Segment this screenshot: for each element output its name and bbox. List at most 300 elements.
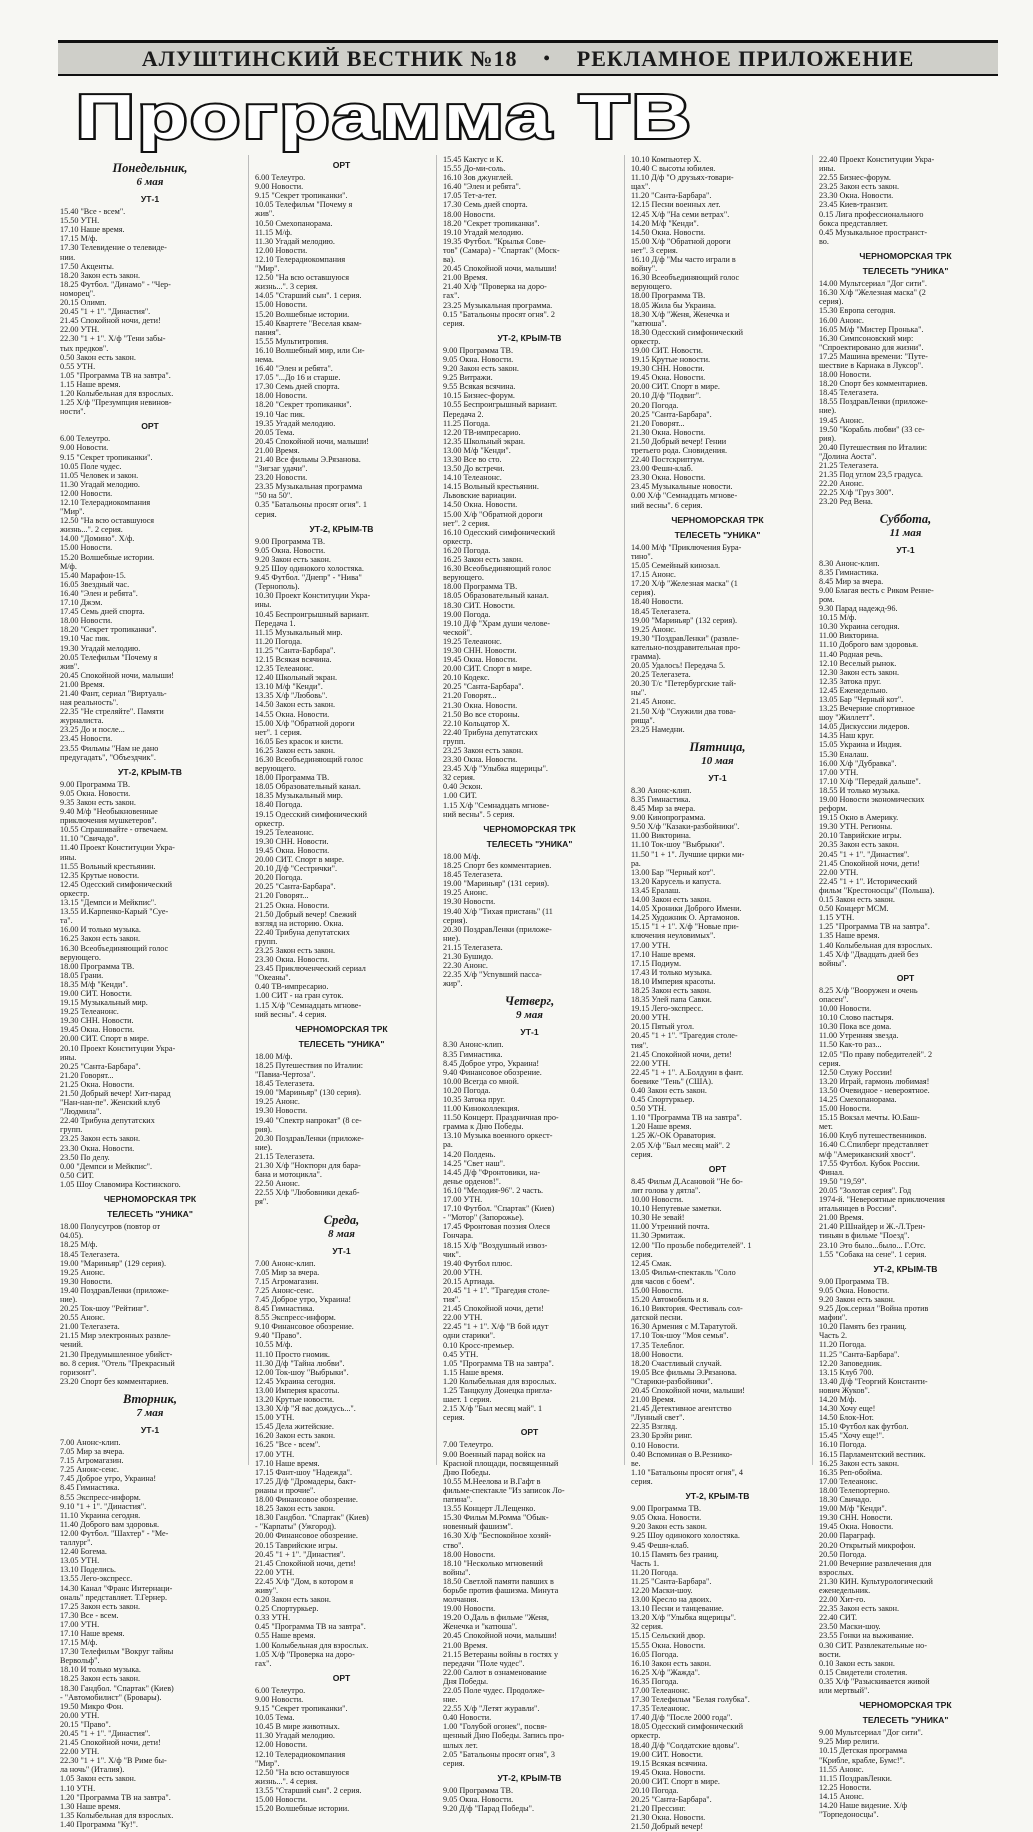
schedule-line: 22.35 Взгляд. <box>631 1422 678 1432</box>
schedule-line: 20.00 УТН. <box>443 1267 483 1277</box>
schedule-line: 22.30 "1 + 1". Х/ф "В Риме бы- <box>60 1756 167 1766</box>
schedule-line: 6.00 Телеутро. <box>255 1685 306 1695</box>
schedule-line: 16.10 Одесский симфонический <box>443 527 556 537</box>
schedule-line: мет. <box>819 1122 833 1132</box>
schedule-line: 11.20 Погода. <box>819 1340 867 1350</box>
schedule-line: 15.50 УТН. <box>60 216 100 226</box>
listings-column-4 <box>624 155 804 1832</box>
schedule-line: 19.35 Угадай мелодию. <box>255 418 336 428</box>
schedule-line: 16.30 Всеобъединяющий голос <box>631 273 740 283</box>
schedule-line: 7.25 Анонс-сенс. <box>255 1285 314 1295</box>
schedule-line: 23.30 Окна. Новости. <box>255 955 330 965</box>
schedule-line: 8.45 Фильм Д.Асановой "Не бо- <box>631 1176 743 1186</box>
schedule-line: нович Жуков". <box>819 1385 870 1395</box>
schedule-line: 23.25 Закон есть закон. <box>60 1134 141 1144</box>
schedule-line: 13.05 Бар "Черный кот". <box>819 694 904 704</box>
schedule-line: 11.55 Анонс. <box>819 1764 864 1774</box>
schedule-line: 2.15 Х/ф "Был месяц май". 1 <box>443 1404 543 1414</box>
schedule-line: 16.30 Всеобъединяющий голос <box>443 564 552 574</box>
schedule-line: 23.35 Музыкальная программа <box>255 482 363 492</box>
schedule-line: денье орденов!". <box>443 1176 501 1186</box>
schedule-line: 23.45 Х/ф "Улыбка ящерицы". <box>443 764 548 774</box>
schedule-line: 0.45 Спортуркьер. <box>631 1095 695 1105</box>
schedule-line: 18.40 Новости. <box>631 597 684 607</box>
schedule-line: 20.25 Телегазета. <box>631 670 691 680</box>
schedule-line: 20.45 "1 + 1". "Династия". <box>819 849 910 859</box>
schedule-line: рианы и прочие". <box>255 1485 316 1495</box>
schedule-line: боевике "Тень" (США). <box>631 1076 713 1086</box>
schedule-line: тов" (Самара) - "Спартак" (Моск- <box>443 245 560 255</box>
day-name: Среда, <box>323 1212 360 1227</box>
schedule-line: во. 8 серия. "Отель "Прекрасный <box>60 1358 175 1368</box>
schedule-line: 16.00 Клуб путешественников. <box>819 1131 927 1141</box>
schedule-line: 20.45 "1 + 1". "Династия". <box>60 307 151 317</box>
schedule-line: 20.30 ПоздравЛенки (приложе- <box>255 1133 364 1143</box>
schedule-line: 16.15 Парламентский вестник. <box>819 1449 926 1459</box>
schedule-line: жив". <box>255 209 275 219</box>
schedule-line: 18.45 Телегазета. <box>819 388 879 398</box>
schedule-line: 0.10 Новости. <box>631 1440 680 1450</box>
schedule-line: вости. <box>819 1649 841 1659</box>
schedule-line: 19.45 Окна. Новости. <box>60 1025 135 1035</box>
schedule-line: 13.50 Очевидное - невероятное. <box>819 1085 930 1095</box>
schedule-line: 9.05 Окна. Новости. <box>819 1285 890 1295</box>
schedule-line: 14.30 Канал "Франс Интернаци- <box>60 1583 173 1593</box>
schedule-line: 20.45 "1 + 1". "Трагедия столе- <box>631 1031 738 1041</box>
channel-heading: УТ-1 <box>520 1027 539 1038</box>
schedule-line: 12.00 "По прозьбе победителей". 1 <box>631 1240 752 1250</box>
day-date: 8 мая <box>328 1227 355 1240</box>
schedule-line: 20.25 "Санта-Барбара". <box>631 1795 712 1805</box>
schedule-line: 20.15 Таврийские игры. <box>255 1540 338 1550</box>
schedule-line: ческой". <box>443 627 473 637</box>
schedule-line: новенный фашизм". <box>443 1522 513 1532</box>
schedule-line: 9.30 Парад надежд-96. <box>819 604 898 614</box>
schedule-line: 13.20 Карусель и капуста. <box>631 876 722 886</box>
schedule-line: 20.25 "Санта-Барбара". <box>631 409 712 419</box>
schedule-line: 20.10 Кодекс. <box>443 673 490 683</box>
schedule-line: 20.30 ПоздравЛенки (приложе- <box>443 924 552 934</box>
schedule-line: 14.20 Наше видение. Х/ф <box>819 1801 908 1811</box>
schedule-line: 23.45 Новости. <box>60 734 113 744</box>
schedule-line: 21.50 Добрый вечер! Хит-парад <box>60 1089 171 1098</box>
schedule-line: "Павиа-Чертоза". <box>255 1070 316 1080</box>
schedule-line: 22.00 УТН. <box>60 325 100 335</box>
schedule-line: верующего. <box>443 573 484 583</box>
schedule-line: шоу "Жиллетт". <box>819 713 875 723</box>
schedule-line: 14.10 Телеанонс. <box>443 473 502 483</box>
schedule-line: та". <box>60 916 73 926</box>
channel-heading: УТ-1 <box>708 772 727 783</box>
schedule-line: фильме-спектакле "Из записок Ло- <box>443 1485 565 1495</box>
schedule-line: серия. <box>819 1058 841 1068</box>
schedule-line: 0.50 УТН. <box>631 1104 667 1114</box>
schedule-line: 17.35 Телеблог. <box>631 1340 685 1350</box>
schedule-line: 21.50 Х/ф "Служили два това- <box>631 706 736 716</box>
schedule-line: 12.50 "На всю оставшуюся <box>255 273 350 283</box>
schedule-line: 1.15 УТН. <box>819 913 855 923</box>
schedule-line: 9.25 Док.сериал "Война против <box>819 1304 929 1314</box>
schedule-line: 10.40 С высоты юбилея. <box>631 164 716 174</box>
schedule-line: рия). <box>819 433 837 443</box>
schedule-line: 9.20 Закон есть закон. <box>819 1294 895 1304</box>
schedule-line: 23.00 Фешн-клаб. <box>631 464 693 474</box>
schedule-line: 9.00 Программа ТВ. <box>255 536 326 546</box>
schedule-line: рища". <box>631 715 655 725</box>
schedule-line: 12.05 "По праву победителей". 2 <box>819 1049 933 1059</box>
schedule-line: 1.10 "Батальоны просят огня", 4 <box>631 1467 743 1477</box>
schedule-line: 0.35 "Батальоны просят огня". 1 <box>255 500 367 510</box>
schedule-line: 22.40 Трибуна депутатских <box>60 1116 155 1126</box>
schedule-line: 9.00 Новости. <box>255 1695 304 1704</box>
channel-heading: ОРТ <box>708 1163 727 1174</box>
schedule-line: бана и мотоцикла". <box>255 1170 322 1180</box>
schedule-line: 12.00 Футбол. "Шахтер" - "Ме- <box>60 1528 169 1538</box>
schedule-line: 0.50 Концерт МСМ. <box>819 904 889 914</box>
schedule-line: 11.20 "Санта-Барбара". <box>631 191 712 201</box>
schedule-line: 7.25 Анонс-сенс. <box>60 1465 119 1475</box>
schedule-line: 23.55 Гонки на выживание. <box>819 1631 914 1641</box>
schedule-line: третьего рода. Сновидения. <box>631 446 728 455</box>
schedule-line: чик". <box>443 1249 461 1259</box>
schedule-line: 15.00 Новости. <box>60 543 113 553</box>
schedule-line: 8.45 Мир за вчера. <box>819 576 884 586</box>
schedule-line: 13.05 УТН. <box>60 1556 100 1566</box>
schedule-line: 18.20 "Секрет тропиканки". <box>60 625 157 635</box>
schedule-line: 17.15 Подиум. <box>631 958 681 968</box>
schedule-line: 12.20 Маски-шоу. <box>631 1585 693 1595</box>
schedule-line: 9.00 Программа ТВ. <box>631 1504 702 1514</box>
schedule-line: 1.00 СИТ. <box>443 791 477 801</box>
schedule-line: 10.10 Слово пастыря. <box>819 1013 894 1023</box>
schedule-line: 17.10 Х/ф "Передай дальше". <box>819 776 921 786</box>
schedule-line: 22.50 Анонс. <box>255 1179 300 1189</box>
schedule-line: пания". <box>255 327 281 337</box>
schedule-line: 12.50 "На всю оставшуюся <box>60 516 155 526</box>
schedule-line: 11.10 Ток-шоу "Выбрыки". <box>631 840 725 850</box>
schedule-line: 20.25 "Санта-Барбара". <box>60 1061 141 1071</box>
schedule-line: 19.30 Угадай мелодию. <box>60 643 141 653</box>
schedule-line: 1.20 Наше время. <box>631 1122 692 1132</box>
schedule-line: 0.15 Закон есть закон. <box>819 895 895 905</box>
schedule-line: 15.30 Еналаш. <box>819 749 869 759</box>
schedule-line: 0.25 Спортуркьер. <box>255 1604 319 1614</box>
schedule-line: 16.30 Всеобъединяющий голос <box>255 755 364 764</box>
schedule-line: 18.25 Закон есть закон. <box>631 985 712 995</box>
schedule-line: 13.55 Лего-экспресс. <box>60 1574 133 1584</box>
schedule-line: 0.00 "Демпси и Мейкпис". <box>60 1161 153 1171</box>
day-name: Понедельник, <box>112 161 188 175</box>
schedule-line: 20.45 "1 + 1". "Династия". <box>255 1549 346 1559</box>
schedule-line: 17.25 Машина времени: "Путе- <box>819 351 928 361</box>
schedule-line: 9.40 Финансовое обозрение. <box>443 1067 542 1077</box>
schedule-line: 19.40 Футбол плюс. <box>443 1258 513 1268</box>
schedule-line: 21.20 Говорят... <box>255 891 309 901</box>
schedule-line: 20.20 Открытый микрофон. <box>819 1540 916 1550</box>
schedule-line: 20.45 Спокойной ночи, малыши! <box>443 1631 558 1641</box>
schedule-line: 7.00 Анонс-клип. <box>60 1438 121 1447</box>
schedule-line: Женечка и "катюша". <box>443 1622 518 1632</box>
schedule-line: 15.45 "Хочу еще!". <box>819 1431 885 1441</box>
schedule-line: 18.45 Телегазета. <box>255 1079 315 1089</box>
schedule-line: 19.10 Угадай мелодию. <box>443 227 524 237</box>
schedule-line: 17.00 УТН. <box>631 940 671 950</box>
schedule-line: 7.00 Анонс-клип. <box>255 1258 316 1268</box>
schedule-line: Передача 2. <box>443 409 484 419</box>
schedule-line: 11.30 Эрмитаж. <box>631 1231 686 1241</box>
schedule-line: 17.00 УТН. <box>255 1449 295 1459</box>
schedule-line: 19.00 Новости. <box>443 1604 496 1614</box>
schedule-line: 21.40 Все фильмы Э.Рязанова. <box>255 455 361 464</box>
schedule-line: 9.05 Окна. Новости. <box>255 545 326 555</box>
schedule-line: 23.25 Закон есть закон. <box>443 746 524 755</box>
schedule-line: 13.30 Все во сто. <box>443 455 502 464</box>
schedule-line: 10.00 Новости. <box>819 1004 872 1014</box>
schedule-line: 20.15 Пятый угол. <box>631 1022 695 1032</box>
schedule-line: 10.00 Всегда со мной. <box>443 1076 519 1086</box>
schedule-line: 18.45 Телегазета. <box>60 1249 120 1259</box>
schedule-line: 13.15 "Демпси и Мейкпис". <box>60 898 157 908</box>
schedule-line: ины. <box>819 164 836 174</box>
schedule-line: 0.50 СИТ. <box>60 1170 94 1180</box>
schedule-line: серия). <box>631 588 656 598</box>
schedule-line: взрослых. <box>819 1567 854 1577</box>
schedule-line: 10.10 Компьютер Х. <box>631 155 702 164</box>
schedule-line: грамма). <box>631 651 661 661</box>
schedule-line: 12.10 Телерадиокомпания <box>255 1749 346 1759</box>
banner-title: Программа ТВ <box>76 83 694 152</box>
schedule-line: 13.10 Музыка военного оркест- <box>443 1131 553 1141</box>
schedule-line: 13.20 Х/ф "Улыбка ящерицы". <box>631 1613 736 1623</box>
schedule-line: 10.55 М.Неелова и В.Гафт в <box>443 1476 541 1486</box>
schedule-line: 1.30 Наше время. <box>60 1801 121 1811</box>
schedule-line: серия. <box>255 509 277 519</box>
channel-heading: ТЕЛЕСЕТЬ "УНИКА" <box>862 266 949 277</box>
schedule-line: 1.35 Наше время. <box>819 931 880 941</box>
schedule-line: 2.05 Х/ф "Был месяц май". 2 <box>631 1140 731 1150</box>
schedule-line: 9.15 "Секрет тропиканки". <box>255 191 348 201</box>
schedule-line: 19.00 Погода. <box>443 609 491 619</box>
channel-heading: ТЕЛЕСЕТЬ "УНИКА" <box>862 1715 949 1726</box>
schedule-line: 23.30 Окна. Новости. <box>60 1143 135 1153</box>
schedule-line: 11.20 Погода. <box>255 636 303 646</box>
schedule-line: 0.45 "Программа ТВ на завтра". <box>255 1622 366 1632</box>
schedule-line: 9.55 Всякая всячина. <box>443 382 516 392</box>
schedule-line: 23.30 Окна. Новости. <box>819 191 894 201</box>
channel-heading: ОРТ <box>896 972 915 983</box>
schedule-line: 10.45 Беспроигрышный вариант. <box>255 609 370 619</box>
schedule-line: 11.40 Родная речь. <box>819 649 883 659</box>
schedule-line: 18.30 Гандбол. "Спартак" (Киев) <box>255 1513 369 1523</box>
schedule-line: 21.30 Х/ф "Ноктюрн для бара- <box>255 1161 361 1171</box>
schedule-line: 0.40 Новости. <box>443 1713 492 1723</box>
schedule-line: 18.20 "Секрет тропиканки". <box>443 218 540 228</box>
schedule-line: 9.00 Новости. <box>255 182 304 192</box>
schedule-line: 12.15 Песни военных лет. <box>631 200 721 210</box>
schedule-line: 19.00 СИТ. Новости. <box>60 988 132 998</box>
schedule-line: серия). <box>819 297 844 307</box>
schedule-line: щах". <box>631 182 651 192</box>
schedule-line: "50 на 50". <box>255 491 293 501</box>
channel-heading: ТЕЛЕСЕТЬ "УНИКА" <box>486 838 573 849</box>
schedule-line: Финал. <box>819 1167 845 1177</box>
schedule-line: 12.45 Украина сегодня. <box>255 1376 336 1386</box>
schedule-line: 19.15 Окно в Америку. <box>819 813 899 823</box>
schedule-line: 1974-й. "Невероятные приключения <box>819 1195 945 1205</box>
schedule-line: 12.30 Закон есть закон. <box>819 667 900 677</box>
schedule-line: 16.40 "Элен и ребята". <box>443 182 521 192</box>
schedule-line: 13.55 И.Карпенко-Карый "Суе- <box>60 907 169 917</box>
schedule-line: 0.15 Свидетели столетия. <box>819 1667 908 1677</box>
schedule-line: 19.45 Окна. Новости. <box>819 1522 894 1532</box>
schedule-line: 1.35 Колыбельная для взрослых. <box>60 1810 174 1820</box>
schedule-line: "Нан-нан-пе". Женский клуб <box>60 1098 161 1108</box>
schedule-line: 19.35 Футбол. "Крылья Сове- <box>443 236 546 246</box>
schedule-line: 21.30 КИН. Культурологический <box>819 1576 933 1586</box>
schedule-line: 21.30 Окна. Новости. <box>631 1813 706 1823</box>
schedule-line: 1.45 Х/ф "Двадцать дней без <box>819 949 919 959</box>
schedule-line: 23.55 Фильмы "Нам не дано <box>60 743 159 753</box>
schedule-line: серия. <box>631 1249 653 1259</box>
schedule-line: нет". 3 серия. <box>631 245 678 255</box>
schedule-line: 20.55 Анонс. <box>60 1313 105 1323</box>
day-date: 6 мая <box>136 176 164 188</box>
schedule-line: серия). <box>443 915 468 925</box>
schedule-line: 19.45 Окна. Новости. <box>255 845 330 855</box>
schedule-line: 19.40 Х/ф "Тихая пристань" (11 <box>443 906 553 916</box>
schedule-line: 21.45 Спокойной ночи, дети! <box>819 858 920 868</box>
schedule-line: 16.25 Закон есть закон. <box>443 555 524 565</box>
schedule-line: 18.05 Образовательный канал. <box>255 782 361 792</box>
schedule-line: для часов с боем". <box>631 1276 695 1286</box>
schedule-line: 19.30 Новости. <box>60 1276 113 1286</box>
schedule-line: 23.45 Киев-транзит. <box>819 200 888 210</box>
schedule-line: 22.45 "1 + 1". А.Болдуин в фант. <box>631 1067 744 1077</box>
schedule-line: 20.15 Артиада. <box>443 1276 495 1286</box>
schedule-line: 23.45 Музыкальные новости. <box>631 482 733 492</box>
schedule-line: 20.45 "1 + 1". "Трагедия столе- <box>443 1285 550 1295</box>
schedule-line: 11.50 "1 + 1". Лучшие цирки ми- <box>631 849 745 859</box>
schedule-line: 17.10 Ток-шоу "Моя семья". <box>631 1331 729 1341</box>
schedule-line: 17.55 Футбол. Кубок России. <box>819 1158 920 1168</box>
schedule-line: 21.45 Спокойной ночи, дети! <box>60 1738 161 1748</box>
schedule-line: 2.05 "Батальоны просят огня", 3 <box>443 1749 555 1759</box>
channel-heading: ОРТ <box>332 1672 351 1683</box>
schedule-line: 8.45 Мир за вчера. <box>631 804 696 814</box>
schedule-line: 22.20 Анонс. <box>819 479 864 489</box>
schedule-line: 22.30 "1 + 1". Х/ф "Тени забы- <box>60 334 166 344</box>
schedule-line: 9.25 Шоу одинокого холостяка. <box>255 564 364 574</box>
schedule-line: 22.00 Салют в ознаменование <box>443 1667 547 1677</box>
schedule-line: 14.55 Окна. Новости. <box>255 709 330 719</box>
schedule-line: 18.30 СИТ. Новости. <box>443 600 515 610</box>
schedule-line: грамма к Дню Победы. <box>443 1122 524 1132</box>
schedule-line: 12.50 Служу России! <box>819 1067 893 1077</box>
schedule-line: 12.45 Еженедельно. <box>819 685 888 695</box>
schedule-line: 19.15 Лего-экспресс. <box>631 1004 704 1014</box>
schedule-line: - "Карпаты" (Ужгород). <box>255 1522 337 1532</box>
schedule-line: 17.15 Анонс. <box>631 570 676 580</box>
schedule-line: 11.50 Концерт. Праздничная про- <box>443 1113 559 1123</box>
schedule-line: 23.25 Закон есть закон. <box>819 182 900 192</box>
schedule-line: 9.45 Футбол. "Днепр" - "Нива" <box>255 573 362 583</box>
schedule-line: молчания. <box>443 1595 479 1605</box>
schedule-line: 21.45 Спокойной ночи, дети! <box>255 1558 356 1568</box>
schedule-line: 21.40 Р.Шнайдер и Ж.-Л.Трен- <box>819 1222 926 1232</box>
schedule-line: датской песни. <box>631 1313 683 1323</box>
channel-heading: УТ-2, КРЫМ-ТВ <box>497 1772 562 1783</box>
schedule-line: 18.30 Одесский симфонический <box>631 327 744 337</box>
schedule-line: 16.05 Погода. <box>631 1649 679 1659</box>
schedule-line: 9.05 Окна. Новости. <box>60 788 131 798</box>
schedule-line: 1.00 "Голубой огонек", посвя- <box>443 1722 547 1732</box>
schedule-line: 20.25 "Санта-Барбара". <box>443 682 524 692</box>
schedule-line: 14.30 Хочу еще! <box>819 1404 876 1414</box>
schedule-line: 21.30 Бушидо. <box>443 951 494 961</box>
schedule-line: тия". <box>443 1295 461 1305</box>
schedule-line: 19.30 Новости. <box>255 1106 308 1116</box>
schedule-line: 10.35 Затока пруг. <box>443 1095 506 1104</box>
schedule-line: 18.00 М/ф. <box>443 851 481 861</box>
schedule-line: 10.05 Телефильм "Почему я <box>255 200 353 210</box>
schedule-line: 21.00 Время. <box>443 1640 488 1650</box>
schedule-line: 23.20 Новости. <box>255 473 308 483</box>
schedule-line: 19.45 Анонс. <box>819 415 864 425</box>
schedule-line: 18.00 Программа ТВ. <box>255 773 330 783</box>
channel-heading: УТ-1 <box>896 545 915 556</box>
schedule-line: 9.40 "Право". <box>255 1331 302 1341</box>
schedule-line: 20.15 Олимп. <box>60 298 107 308</box>
schedule-line: 22.45 "1 + 1". Х/ф "В бой идут <box>443 1322 549 1332</box>
schedule-line: 13.00 Кресло на двоих. <box>631 1595 712 1605</box>
schedule-line: 16.40 "Элен и ребята". <box>255 364 333 374</box>
schedule-line: 7.45 Доброе утро, Украина! <box>255 1294 352 1304</box>
schedule-line: Львовские вариации. <box>443 491 517 501</box>
schedule-line: 15.15 Вокзал мечты. Ю.Баш- <box>819 1113 920 1123</box>
schedule-line: 14.15 Вольный крестьянин. <box>443 482 539 492</box>
schedule-line: 16.25 "Все - всем". <box>255 1440 321 1450</box>
schedule-line: 18.00 Новости. <box>255 391 308 401</box>
schedule-line: 17.15 М/ф. <box>60 234 98 244</box>
schedule-line: 15.00 Новости. <box>255 1795 308 1805</box>
schedule-line: 11.15 ПоздравЛенки. <box>819 1773 892 1783</box>
schedule-line: 7.00 Телеутро. <box>443 1440 494 1450</box>
schedule-line: 13.15 Клуб 700. <box>819 1367 874 1377</box>
schedule-line: нема. <box>255 354 274 364</box>
schedule-line: 8.25 Х/ф "Вооружен и очень <box>819 985 918 995</box>
schedule-line: 1.05 "Программа ТВ на завтра". <box>443 1358 554 1368</box>
schedule-line: 0.45 Музыкальное пространст- <box>819 227 928 237</box>
schedule-line: 0.40 Вспоминая о В.Резнико- <box>631 1449 733 1459</box>
schedule-line: 8.55 Экспресс-информ. <box>255 1313 336 1323</box>
schedule-line: щенный Дню Победы. Запись про- <box>443 1731 565 1741</box>
schedule-line: 9.10 "1 + 1". "Династия". <box>60 1501 147 1511</box>
schedule-line: 14.00 Закон есть закон. <box>631 895 712 905</box>
schedule-line: 22.05 Поле чудес. Продолже- <box>443 1686 545 1695</box>
schedule-line: 18.40 Погода. <box>255 800 303 810</box>
schedule-line: ние). <box>819 406 837 416</box>
schedule-line: 9.10 Финансовое обозрение. <box>255 1322 354 1332</box>
schedule-line: 19.10 Час пик. <box>255 409 305 419</box>
channel-heading: ЧЕРНОМОРСКАЯ ТРК <box>295 1023 388 1034</box>
schedule-line: 1.25 "Программа ТВ на завтра". <box>819 922 930 932</box>
schedule-line: 12.20 Заповедник. <box>819 1358 882 1368</box>
schedule-line: "катюша". <box>631 318 667 328</box>
schedule-line: 11.00 Викторина. <box>819 631 879 641</box>
schedule-line: 12.35 Телеанонс. <box>255 664 314 674</box>
schedule-line: 21.00 Время. <box>819 1213 864 1223</box>
schedule-line: 23.45 Приключенческий сериал <box>255 964 366 974</box>
